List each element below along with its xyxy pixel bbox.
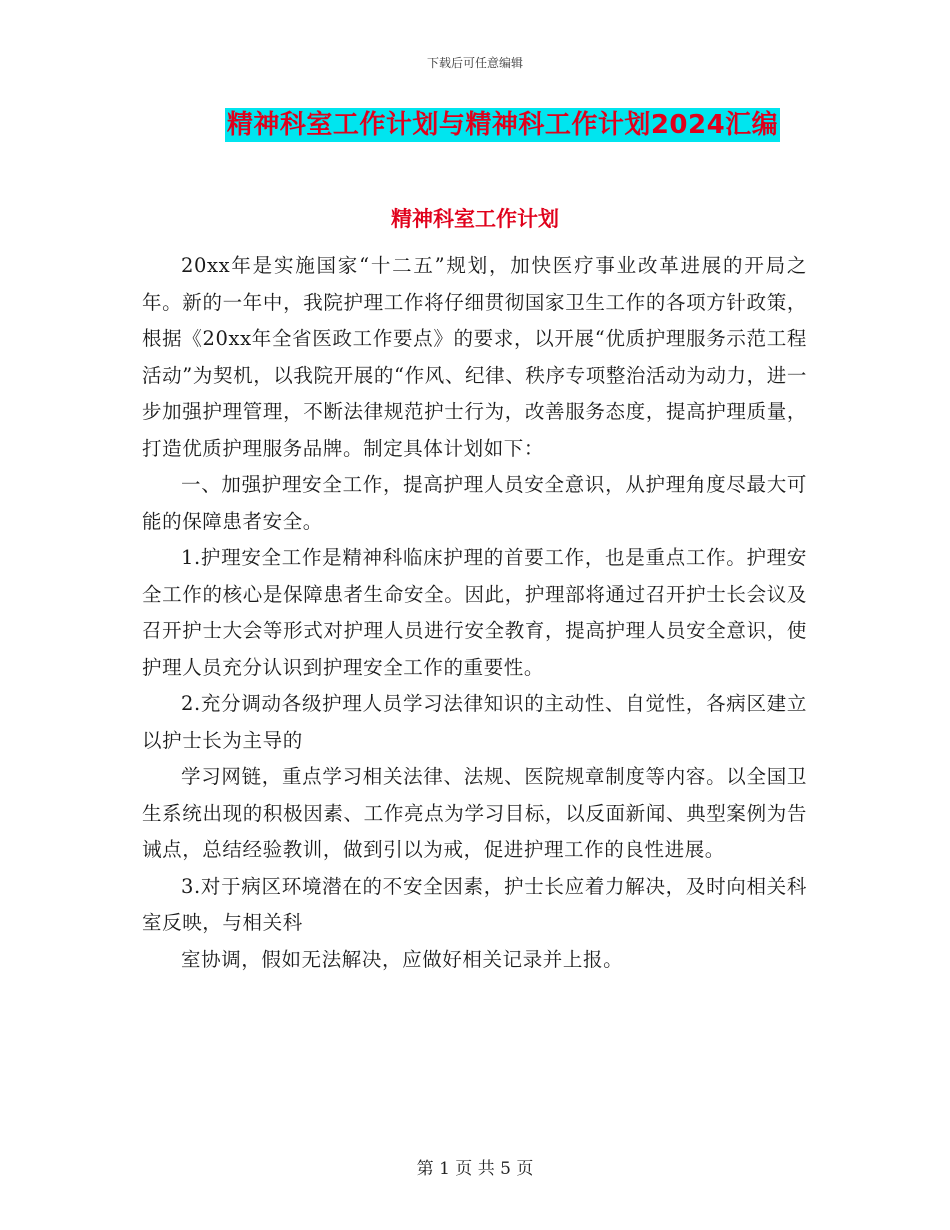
- header-note: 下载后可任意编辑: [426, 56, 523, 70]
- main-title-wrap: [0, 108, 950, 142]
- paragraph: 2.充分调动各级护理人员学习法律知识的主动性、自觉性，各病区建立以护士长为主导的: [142, 692, 807, 752]
- section-title: 精神科室工作计划: [391, 207, 559, 231]
- paragraph: 室协调，假如无法解决，应做好相关记录并上报。: [181, 947, 624, 971]
- page-footer: 第 1 页 共 5 页: [416, 1159, 534, 1179]
- paragraph: 一、加强护理安全工作，提高护理人员安全意识，从护理角度尽最大可能的保障患者安全。: [142, 473, 807, 533]
- paragraph: 20xx年是实施国家“十二五”规划，加快医疗事业改革进展的开局之年。新的一年中，我院护理工作将仔细贯彻国家卫生工作的各项方针政策，根据《20xx年全省医政工作要点》的要求，以开展“优质护理服务示范工程活动”为契机，以我院开展的“作风、纪律、秩序专项整治活动为动力，进一步加强护理管理，不断法律规范护士行为，改善服务态度，提高护理质量，打造优质护理服务品牌。制定具体计划如下：: [142, 254, 807, 460]
- paragraph: 学习网链，重点学习相关法律、法规、医院规章制度等内容。以全国卫生系统出现的积极因素、工作亮点为学习目标，以反面新闻、典型案例为告诫点，总结经验教训，做到引以为戒，促进护理工作的良性进展。: [142, 765, 807, 861]
- document-body: [142, 248, 807, 978]
- paragraph: 1.护理安全工作是精神科临床护理的首要工作，也是重点工作。护理安全工作的核心是保障患者生命安全。因此，护理部将通过召开护士长会议及召开护士大会等形式对护理人员进行安全教育，提高护理人员安全意识，使护理人员充分认识到护理安全工作的重要性。: [142, 546, 807, 679]
- document-title: 精神科室工作计划与精神科工作计划2024汇编: [226, 110, 779, 140]
- paragraph: 3.对于病区环境潜在的不安全因素，护士长应着力解决，及时向相关科室反映，与相关科: [142, 874, 807, 934]
